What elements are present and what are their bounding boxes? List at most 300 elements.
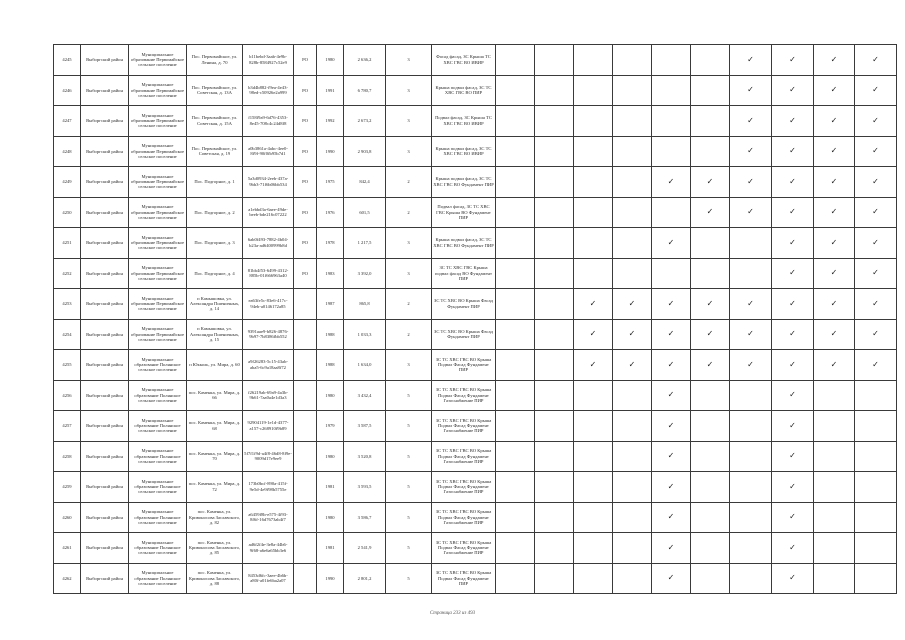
work-column-8-cell: [772, 289, 814, 320]
district-cell: Выборгский район: [81, 319, 129, 350]
row-number: 4258: [54, 441, 81, 472]
work-column-8-cell: [772, 411, 814, 442]
works-cell: ЗС ТС ХВС ВО Крыша Фасад Фундамент ПИР: [432, 289, 496, 320]
work-column-6-cell: [691, 411, 730, 442]
address-cell: Пос. Первомайское, ул. Советская, д. 15А: [187, 106, 243, 137]
building-type-cell: PO: [294, 167, 317, 198]
row-number: 4257: [54, 411, 81, 442]
work-column-10-cell: [855, 106, 897, 137]
work-column-4-cell: [613, 45, 652, 76]
work-column-8-cell: [772, 106, 814, 137]
works-cell: ЗС ТС ХВС ГВС ВО Крыша Подвал Фасад Фундамент Газоснабжение ПИР: [432, 533, 496, 564]
district-cell: Выборгский район: [81, 197, 129, 228]
work-column-5-cell: [652, 380, 691, 411]
check-mark-icon: ✓: [789, 390, 796, 400]
address-cell: Пос. Подгорное, д. 2: [187, 197, 243, 228]
work-column-5-cell: [652, 167, 691, 198]
check-mark-icon: ✓: [706, 298, 714, 308]
work-column-9-cell: [814, 350, 855, 381]
municipality-cell: Муниципальное образование Первомайское сельское поселение: [129, 75, 187, 106]
check-mark-icon: ✓: [789, 420, 796, 430]
work-column-7-cell: [730, 167, 772, 198]
address-cell: Пос. Подгорное, д. 1: [187, 167, 243, 198]
work-column-9-cell: [814, 289, 855, 320]
works-cell: Крыша подвал фасад, ЗС ТС ХВС ГВС ВО Фундамент ПИР: [432, 228, 496, 259]
work-column-10-cell: [855, 136, 897, 167]
work-column-4-cell: [613, 563, 652, 594]
work-column-1-cell: [496, 319, 535, 350]
work-column-2-cell: [535, 167, 574, 198]
check-mark-icon: ✓: [872, 329, 879, 339]
address-cell: п Юкколь, ул. Мира, д. 60: [187, 350, 243, 381]
row-number: 4250: [54, 197, 81, 228]
work-column-4-cell: [613, 197, 652, 228]
district-cell: Выборгский район: [81, 228, 129, 259]
work-column-4-cell: [613, 441, 652, 472]
row-number: 4262: [54, 563, 81, 594]
year-cell: 1978: [317, 228, 344, 259]
work-column-4-cell: [613, 533, 652, 564]
work-column-7-cell: [730, 289, 772, 320]
work-column-4-cell: [613, 289, 652, 320]
check-mark-icon: ✓: [789, 542, 796, 552]
work-column-6-cell: [691, 472, 730, 503]
row-number: 4254: [54, 319, 81, 350]
row-number: 4247: [54, 106, 81, 137]
municipality-cell: Муниципальное образование Полянское сельское поселение: [129, 472, 187, 503]
works-cell: Подвал фасад, ЗС ТС ХВС ГВС Крыша ВО Фундамент ПИР: [432, 197, 496, 228]
work-column-2-cell: [535, 258, 574, 289]
municipality-cell: Муниципальное образование Первомайское сельское поселение: [129, 289, 187, 320]
work-column-10-cell: [855, 350, 897, 381]
year-cell: 1980: [317, 45, 344, 76]
work-column-7-cell: [730, 502, 772, 533]
year-cell: 1981: [317, 472, 344, 503]
work-column-5-cell: [652, 45, 691, 76]
building-type-cell: PO: [294, 75, 317, 106]
floors-cell: 5: [386, 380, 432, 411]
fias-code-cell: b11bebd-3aab-4e9b-828b-8584927c52e9: [243, 45, 294, 76]
work-column-2-cell: [535, 563, 574, 594]
table-row: [54, 167, 897, 198]
work-column-1-cell: [496, 563, 535, 594]
work-column-2-cell: [535, 45, 574, 76]
work-column-8-cell: [772, 533, 814, 564]
check-mark-icon: ✓: [789, 451, 796, 461]
table-row: [54, 289, 897, 320]
work-column-9-cell: [814, 106, 855, 137]
work-column-10-cell: [855, 319, 897, 350]
fias-code-cell: 9391aae9-b826-4876-9b97-7b8386fbb552: [243, 319, 294, 350]
work-column-9-cell: [814, 45, 855, 76]
area-cell: 3 432,4: [344, 380, 386, 411]
floors-cell: 2: [386, 289, 432, 320]
year-cell: 1992: [317, 106, 344, 137]
address-cell: Пос. Первомайское, ул. Ленина, д. 70: [187, 45, 243, 76]
district-cell: Выборгский район: [81, 350, 129, 381]
building-type-cell: [294, 380, 317, 411]
fias-code-cell: 173b0bcf-890a-415f-9e5d-4e9f98b5755e: [243, 472, 294, 503]
row-number: 4246: [54, 75, 81, 106]
check-mark-icon: ✓: [789, 329, 796, 339]
work-column-3-cell: [574, 533, 613, 564]
check-mark-icon: ✓: [789, 207, 796, 217]
work-column-6-cell: [691, 106, 730, 137]
work-column-7-cell: [730, 472, 772, 503]
check-mark-icon: ✓: [667, 176, 675, 186]
fias-code-cell: a9f26283-5c15-43ab-aba5-6c9a18aa8f72: [243, 350, 294, 381]
check-mark-icon: ✓: [667, 390, 675, 400]
floors-cell: 3: [386, 350, 432, 381]
year-cell: 1980: [317, 380, 344, 411]
table-row: [54, 411, 897, 442]
table-row: [54, 533, 897, 564]
work-column-3-cell: [574, 411, 613, 442]
work-column-5-cell: [652, 136, 691, 167]
work-column-10-cell: [855, 228, 897, 259]
work-column-1-cell: [496, 472, 535, 503]
work-column-4-cell: [613, 350, 652, 381]
fias-code-cell: ea63fe5c-83e6-417c-94eb-a0146172a85: [243, 289, 294, 320]
check-mark-icon: ✓: [789, 115, 796, 125]
work-column-7-cell: [730, 563, 772, 594]
area-cell: 1 634,0: [344, 350, 386, 381]
municipality-cell: Муниципальное образование Полянское сельское поселение: [129, 441, 187, 472]
row-number: 4253: [54, 289, 81, 320]
area-cell: 601,5: [344, 197, 386, 228]
address-cell: Пос. Подгорное, д. 4: [187, 258, 243, 289]
check-mark-icon: ✓: [830, 115, 838, 125]
work-column-8-cell: [772, 197, 814, 228]
check-mark-icon: ✓: [872, 268, 879, 278]
work-column-6-cell: [691, 197, 730, 228]
work-column-9-cell: [814, 502, 855, 533]
check-mark-icon: ✓: [830, 359, 838, 369]
work-column-3-cell: [574, 472, 613, 503]
work-column-10-cell: [855, 258, 897, 289]
work-column-8-cell: [772, 45, 814, 76]
floors-cell: 3: [386, 136, 432, 167]
district-cell: Выборгский район: [81, 45, 129, 76]
work-column-7-cell: [730, 319, 772, 350]
work-column-6-cell: [691, 350, 730, 381]
check-mark-icon: ✓: [747, 54, 754, 64]
table-row: [54, 136, 897, 167]
work-column-7-cell: [730, 350, 772, 381]
check-mark-icon: ✓: [789, 176, 796, 186]
row-number: 4255: [54, 350, 81, 381]
building-type-cell: PO: [294, 106, 317, 137]
work-column-1-cell: [496, 228, 535, 259]
district-cell: Выборгский район: [81, 563, 129, 594]
work-column-6-cell: [691, 136, 730, 167]
work-column-10-cell: [855, 167, 897, 198]
check-mark-icon: ✓: [872, 237, 879, 247]
work-column-3-cell: [574, 502, 613, 533]
table-row: [54, 258, 897, 289]
floors-cell: 5: [386, 502, 432, 533]
floors-cell: 5: [386, 533, 432, 564]
work-column-3-cell: [574, 75, 613, 106]
municipality-cell: Муниципальное образование Первомайское сельское поселение: [129, 167, 187, 198]
municipality-cell: Муниципальное образование Полянское сельское поселение: [129, 563, 187, 594]
work-column-9-cell: [814, 136, 855, 167]
area-cell: 842,4: [344, 167, 386, 198]
fias-code-cell: 5a3d0934-2eeb-437a-9bb3-71f6b06bb534: [243, 167, 294, 198]
building-type-cell: PO: [294, 197, 317, 228]
check-mark-icon: ✓: [667, 573, 675, 583]
check-mark-icon: ✓: [830, 54, 838, 64]
work-column-2-cell: [535, 441, 574, 472]
work-column-1-cell: [496, 441, 535, 472]
work-column-8-cell: [772, 319, 814, 350]
area-cell: 2 673,2: [344, 106, 386, 137]
municipality-cell: Муниципальное образование Первомайское сельское поселение: [129, 228, 187, 259]
check-mark-icon: ✓: [706, 359, 714, 369]
year-cell: 1980: [317, 502, 344, 533]
work-column-5-cell: [652, 502, 691, 533]
check-mark-icon: ✓: [589, 359, 597, 369]
work-column-6-cell: [691, 502, 730, 533]
work-column-4-cell: [613, 472, 652, 503]
works-cell: ЗС ТС ХВС ГВС ВО Крыша Подвал Фасад Фундамент Газоснабжение ПИР: [432, 472, 496, 503]
work-column-6-cell: [691, 563, 730, 594]
check-mark-icon: ✓: [667, 542, 675, 552]
row-number: 4256: [54, 380, 81, 411]
work-column-2-cell: [535, 136, 574, 167]
works-cell: ЗС ТС ХВС ГВС ВО Крыша Подвал Фасад Фундамент Газоснабжение ПИР: [432, 380, 496, 411]
year-cell: 1980: [317, 441, 344, 472]
year-cell: 1981: [317, 533, 344, 564]
work-column-10-cell: [855, 380, 897, 411]
check-mark-icon: ✓: [789, 573, 796, 583]
check-mark-icon: ✓: [830, 329, 838, 339]
work-column-4-cell: [613, 228, 652, 259]
municipality-cell: Муниципальное образование Полянское сельское поселение: [129, 350, 187, 381]
work-column-10-cell: [855, 472, 897, 503]
check-mark-icon: ✓: [667, 359, 675, 369]
fias-code-cell: 6ab0f493-7882-4b04-b23a-ad6400999b8d: [243, 228, 294, 259]
work-column-1-cell: [496, 502, 535, 533]
work-column-8-cell: [772, 228, 814, 259]
municipality-cell: Муниципальное образование Первомайское сельское поселение: [129, 319, 187, 350]
work-column-10-cell: [855, 75, 897, 106]
fias-code-cell: 8453d6fc-3aee-4b6b-a80f-a01fe6ba2a07: [243, 563, 294, 594]
check-mark-icon: ✓: [789, 85, 796, 95]
year-cell: 1990: [317, 136, 344, 167]
work-column-7-cell: [730, 228, 772, 259]
fias-code-cell: f26219ab-69a9-4a3b-9b61-7aa0a4e1d3a3: [243, 380, 294, 411]
check-mark-icon: ✓: [628, 298, 636, 308]
area-cell: 1 033,3: [344, 319, 386, 350]
fias-code-cell: f158f9a9-6d76-4353-8e45-708c4c24d8f8: [243, 106, 294, 137]
work-column-1-cell: [496, 197, 535, 228]
address-cell: пос. Каменка, ул. Кривоносова Заславского, д. 85: [187, 533, 243, 564]
check-mark-icon: ✓: [830, 298, 838, 308]
work-column-4-cell: [613, 411, 652, 442]
building-type-cell: [294, 411, 317, 442]
check-mark-icon: ✓: [830, 237, 838, 247]
address-cell: пос. Каменка, ул. Мира, д. 72: [187, 472, 243, 503]
table-row: [54, 563, 897, 594]
work-column-2-cell: [535, 380, 574, 411]
check-mark-icon: ✓: [789, 237, 796, 247]
work-column-1-cell: [496, 380, 535, 411]
building-type-cell: [294, 319, 317, 350]
municipality-cell: Муниципальное образование Первомайское сельское поселение: [129, 136, 187, 167]
work-column-2-cell: [535, 289, 574, 320]
floors-cell: 2: [386, 319, 432, 350]
address-cell: Пос. Первомайское, ул. Советская, д. 13А: [187, 75, 243, 106]
works-cell: ЗС ТС ХВС ГВС ВО Крыша Подвал Фасад Фундамент Газоснабжение ПИР: [432, 411, 496, 442]
floors-cell: 2: [386, 167, 432, 198]
check-mark-icon: ✓: [872, 359, 879, 369]
work-column-3-cell: [574, 319, 613, 350]
area-cell: 6 780,7: [344, 75, 386, 106]
work-column-5-cell: [652, 197, 691, 228]
work-column-4-cell: [613, 319, 652, 350]
building-type-cell: PO: [294, 258, 317, 289]
table-row: [54, 319, 897, 350]
work-column-8-cell: [772, 350, 814, 381]
check-mark-icon: ✓: [872, 146, 879, 156]
address-cell: пос. Каменка, ул. Мира, д. 68: [187, 411, 243, 442]
work-column-2-cell: [535, 197, 574, 228]
work-column-6-cell: [691, 228, 730, 259]
check-mark-icon: ✓: [747, 298, 754, 308]
row-number: 4259: [54, 472, 81, 503]
fias-code-cell: ad6f2f4e-3e8a-44b6-9f68-a6e6a65bb3e6: [243, 533, 294, 564]
works-cell: Подвал фасад, ЗС Крыша ТС ХВС ГВС ВО ИВИР: [432, 106, 496, 137]
work-column-5-cell: [652, 411, 691, 442]
work-column-3-cell: [574, 289, 613, 320]
address-cell: Пос. Первомайское, ул. Советская, д. 19: [187, 136, 243, 167]
table-row: [54, 380, 897, 411]
check-mark-icon: ✓: [667, 237, 675, 247]
municipality-cell: Муниципальное образование Первомайское сельское поселение: [129, 45, 187, 76]
work-column-8-cell: [772, 75, 814, 106]
work-column-9-cell: [814, 258, 855, 289]
check-mark-icon: ✓: [872, 207, 879, 217]
work-column-6-cell: [691, 75, 730, 106]
district-cell: Выборгский район: [81, 136, 129, 167]
municipality-cell: Муниципальное образование Полянское сельское поселение: [129, 411, 187, 442]
works-cell: Крыша подвал фасад, ЗС ТС ХВС ГВС ВО Фундамент ПИР: [432, 167, 496, 198]
table-row: [54, 75, 897, 106]
area-cell: 3 586,7: [344, 502, 386, 533]
work-column-4-cell: [613, 106, 652, 137]
fias-code-cell: 81bb4f53-6499-4312-885b-01f666963a40: [243, 258, 294, 289]
work-column-6-cell: [691, 167, 730, 198]
check-mark-icon: ✓: [667, 451, 675, 461]
work-column-10-cell: [855, 411, 897, 442]
work-column-10-cell: [855, 502, 897, 533]
table-row: [54, 472, 897, 503]
district-cell: Выборгский район: [81, 502, 129, 533]
work-column-9-cell: [814, 411, 855, 442]
work-column-3-cell: [574, 350, 613, 381]
check-mark-icon: ✓: [789, 512, 796, 522]
area-cell: 3 392,0: [344, 258, 386, 289]
work-column-2-cell: [535, 319, 574, 350]
check-mark-icon: ✓: [628, 329, 636, 339]
floors-cell: 3: [386, 106, 432, 137]
work-column-1-cell: [496, 45, 535, 76]
work-column-5-cell: [652, 319, 691, 350]
district-cell: Выборгский район: [81, 533, 129, 564]
work-column-3-cell: [574, 441, 613, 472]
fias-code-cell: a0b3861a-4abc-4ee0-8f9f-90f0fb95b7d1: [243, 136, 294, 167]
work-column-2-cell: [535, 502, 574, 533]
district-cell: Выборгский район: [81, 411, 129, 442]
work-column-7-cell: [730, 411, 772, 442]
works-cell: Крыша подвал фасад, ЗС ТС ХВС ГВС ВО ИВИР: [432, 136, 496, 167]
address-cell: Пос. Подгорное, д. 3: [187, 228, 243, 259]
fias-code-cell: a1ebbd3a-6aee-49de-beeb-bde216c07222: [243, 197, 294, 228]
floors-cell: 5: [386, 411, 432, 442]
municipality-cell: Муниципальное образование Первомайское сельское поселение: [129, 106, 187, 137]
check-mark-icon: ✓: [789, 54, 796, 64]
work-column-1-cell: [496, 289, 535, 320]
work-column-10-cell: [855, 533, 897, 564]
floors-cell: 3: [386, 258, 432, 289]
row-number: 4245: [54, 45, 81, 76]
work-column-6-cell: [691, 319, 730, 350]
building-type-cell: [294, 563, 317, 594]
work-column-2-cell: [535, 411, 574, 442]
area-cell: 2 801,2: [344, 563, 386, 594]
check-mark-icon: ✓: [589, 329, 597, 339]
row-number: 4251: [54, 228, 81, 259]
address-cell: пос. Каменка, ул. Мира, д. 70: [187, 441, 243, 472]
work-column-2-cell: [535, 350, 574, 381]
table-row: [54, 228, 897, 259]
fias-code-cell: 92904119-1e1d-4377-a157-c268910f9b89: [243, 411, 294, 442]
work-column-7-cell: [730, 75, 772, 106]
page-footer: Страница 233 из 493: [429, 611, 476, 616]
work-column-4-cell: [613, 136, 652, 167]
check-mark-icon: ✓: [872, 115, 879, 125]
address-cell: п Камышовка, ул. Александра Пшеничных, д. 14: [187, 289, 243, 320]
check-mark-icon: ✓: [667, 329, 675, 339]
work-column-10-cell: [855, 289, 897, 320]
year-cell: 1988: [317, 319, 344, 350]
area-cell: 865,8: [344, 289, 386, 320]
work-column-7-cell: [730, 258, 772, 289]
check-mark-icon: ✓: [789, 481, 796, 491]
check-mark-icon: ✓: [628, 359, 636, 369]
fias-code-cell: b3d4b882-f9ea-4e43-98ed-c50926e2a999: [243, 75, 294, 106]
municipality-cell: Муниципальное образование Полянское сельское поселение: [129, 502, 187, 533]
work-column-2-cell: [535, 533, 574, 564]
check-mark-icon: ✓: [747, 176, 754, 186]
work-column-2-cell: [535, 228, 574, 259]
check-mark-icon: ✓: [789, 298, 796, 308]
check-mark-icon: ✓: [747, 115, 754, 125]
work-column-1-cell: [496, 411, 535, 442]
work-column-10-cell: [855, 45, 897, 76]
check-mark-icon: ✓: [667, 420, 675, 430]
work-column-8-cell: [772, 441, 814, 472]
address-cell: пос. Каменка, ул. Мира, д. 66: [187, 380, 243, 411]
work-column-10-cell: [855, 197, 897, 228]
row-number: 4261: [54, 533, 81, 564]
check-mark-icon: ✓: [789, 359, 796, 369]
check-mark-icon: ✓: [872, 54, 879, 64]
row-number: 4248: [54, 136, 81, 167]
work-column-10-cell: [855, 563, 897, 594]
district-cell: Выборгский район: [81, 289, 129, 320]
